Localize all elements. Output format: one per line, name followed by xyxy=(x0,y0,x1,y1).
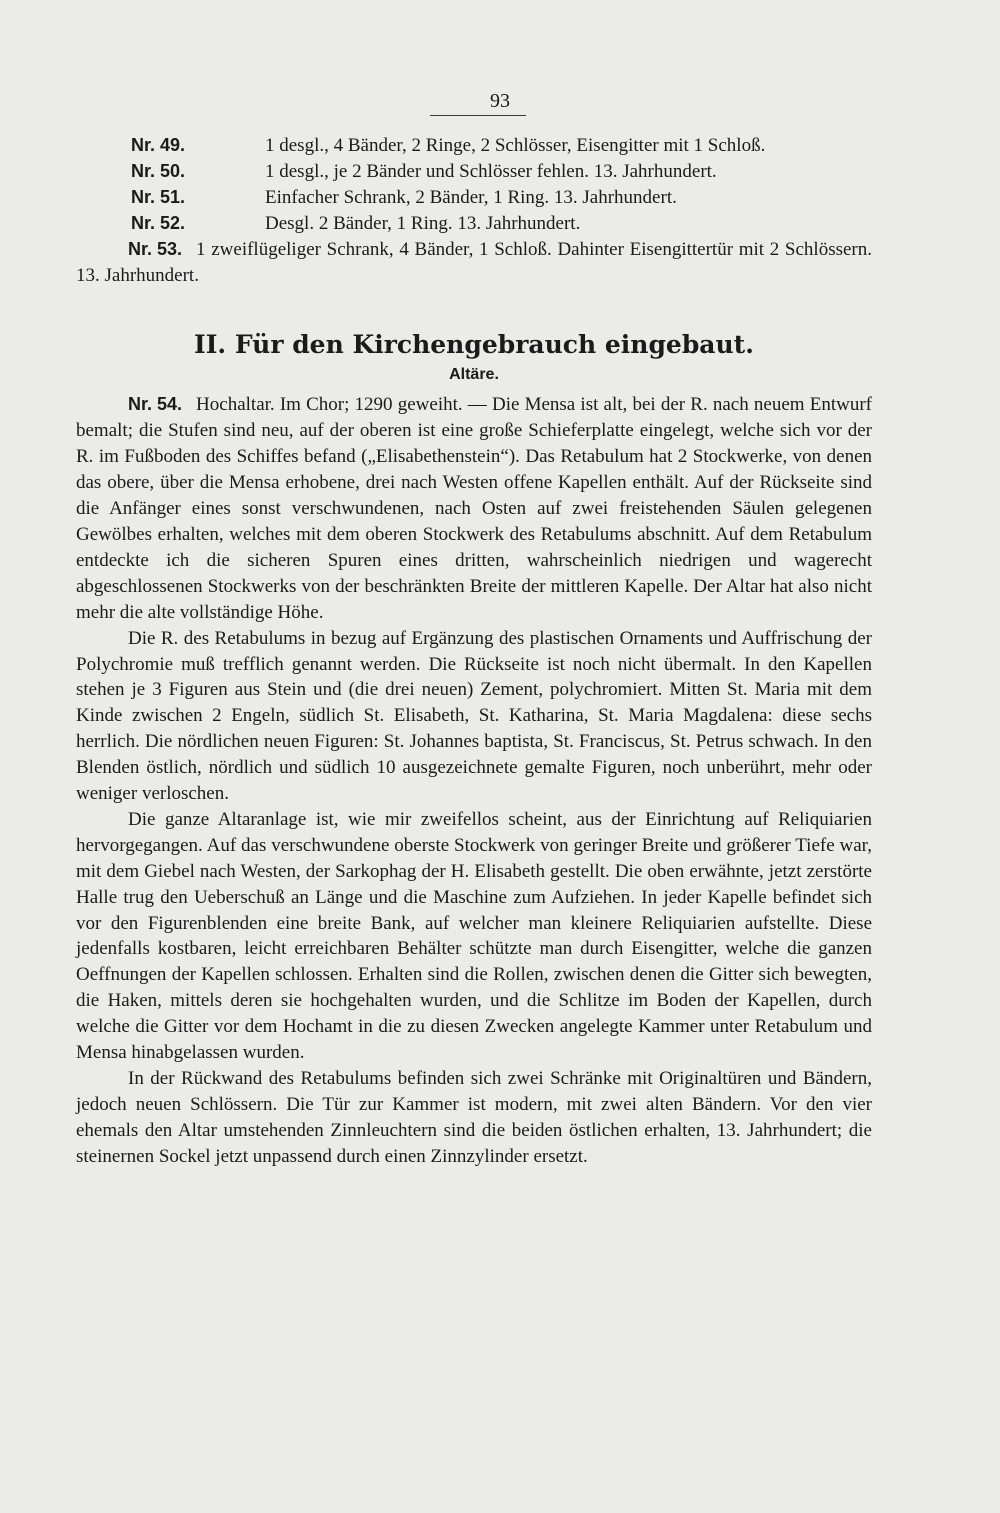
entry-number: Nr. 49. xyxy=(131,135,186,155)
entry-text: Einfacher Schrank, 2 Bänder, 1 Ring. 13. Jahrhundert. xyxy=(265,186,677,208)
entry-nr-51 xyxy=(76,185,872,211)
entry-number: Nr. 53. xyxy=(128,238,183,259)
entry-nr-52 xyxy=(76,211,872,237)
entry-number: Nr. 54. xyxy=(128,394,183,415)
page-body xyxy=(76,133,872,1170)
entry-nr-50 xyxy=(76,159,872,185)
entry-text: 1 desgl., je 2 Bänder und Schlösser fehlen. 13. Jahrhundert. xyxy=(265,160,717,182)
entry-number: Nr. 51. xyxy=(131,186,186,207)
page-number-rule xyxy=(430,115,526,116)
entry-number: Nr. 50. xyxy=(131,160,186,181)
paragraph: In der Rückwand des Retabulums befinden sich zwei Schränke mit Originaltüren und Bändern, jedoch neuen Schlössern. Die Tür zur Kammer ist modern, mit zwei alten Bändern. Vor den vier ehemals den Altar umstehenden Zinnleuchtern sind die beiden östlichen erhalten, 13. Jahrhundert; die steinernen Sockel jetzt unpassend durch einen Zinnzylinder ersetzt. xyxy=(76,1068,872,1167)
section-heading: II. Für den Kirchengebrauch eingebaut. xyxy=(194,330,754,360)
entry-nr-54 xyxy=(76,392,872,625)
entry-text: 1 desgl., 4 Bänder, 2 Ringe, 2 Schlösser, Eisengitter mit 1 Schloß. xyxy=(265,135,766,156)
entry-text: 1 zweiflügeliger Schrank, 4 Bänder, 1 Schloß. Dahinter Eisengittertür mit 2 Schlössern. 13. Jahrhundert. xyxy=(76,238,872,286)
paragraph: Die ganze Altaranlage ist, wie mir zweifellos scheint, aus der Einrichtung auf Reliquiarien hervorgegangen. Auf das verschwundene oberste Stockwerk von geringer Breite und größerer Tiefe war, mit dem Giebel nach Westen, der Sarkophag der H. Elisabeth gestellt. Die oben erwähnte, jetzt zerstörte Halle trug den Ueberschuß an Länge und die Maschine zum Aufziehen. In jeder Kapelle befindet sich vor den Figurenblenden eine breite Bank, auf welcher man kleinere Reliquiarien aufstellte. Diese jedenfalls kostbaren, leicht erreichbaren Behälter schützte man durch Eisengitter, welche die ganzen Oeffnungen der Kapellen schlossen. Erhalten sind die Rollen, zwischen denen die Gitter sich bewegten, die Haken, mittels deren sie hochgehalten wurden, und die Schlitze im Boden der Kapellen, durch welche die Gitter vor dem Hochamt in die zu diesen Zwecken angelegte Kammer unter Retabulum und Mensa hinabgelassen wurden. xyxy=(76,808,872,1064)
sub-heading: Altäre. xyxy=(449,366,499,384)
entry-nr-53 xyxy=(76,237,872,289)
entry-text: Hochaltar. Im Chor; 1290 geweiht. — Die Mensa ist alt, bei der R. nach neuem Entwurf bemalt; die Stufen sind neu, auf der oberen ist eine große Schieferplatte eingelegt, welche sich vor der R. im Fußboden des Schiffes befand („Elisabethenstein“). Das Retabulum hat 2 Stockwerke, von denen das obere, über die Mensa erhobene, drei nach Westen offene Kapellen enthält. Auf der Rückseite sind die Anfänger eines sonst verschwundenen, nach Osten auf zwei freistehenden Säulen gelegenen Gewölbes erhalten, welches mit dem oberen Stockwerk des Retabulums abschnitt. Auf dem Retabulum entdeckte ich die sicheren Spuren eines dritten, wahrscheinlich niedrigen und wagerecht abgeschlossenen Stockwerks von der beschränkten Breite der mittleren Kapelle. Der Altar hat also nicht mehr die alte vollständige Höhe. xyxy=(76,394,872,623)
paragraph: Die R. des Retabulums in bezug auf Ergänzung des plastischen Ornaments und Auffrischung der Polychromie muß trefflich genannt werden. Die Rückseite ist noch nicht übermalt. In den Kapellen stehen je 3 Figuren aus Stein und (die drei neuen) Zement, polychromiert. Mitten St. Maria mit dem Kinde zwischen 2 Engeln, südlich St. Elisabeth, St. Katharina, St. Maria Magdalena: diese sechs herrlich. Die nördlichen neuen Figuren: St. Johannes baptista, St. Franciscus, St. Petrus schwach. In den Blenden östlich, nördlich und südlich 10 ausgezeichnete gemalte Figuren, noch unberührt, mehr oder weniger verloschen. xyxy=(76,627,872,805)
entry-nr-49 xyxy=(76,133,872,159)
entry-number: Nr. 52. xyxy=(131,212,186,233)
entry-text: Desgl. 2 Bänder, 1 Ring. 13. Jahrhundert. xyxy=(265,212,581,234)
page-number: 93 xyxy=(490,90,510,112)
